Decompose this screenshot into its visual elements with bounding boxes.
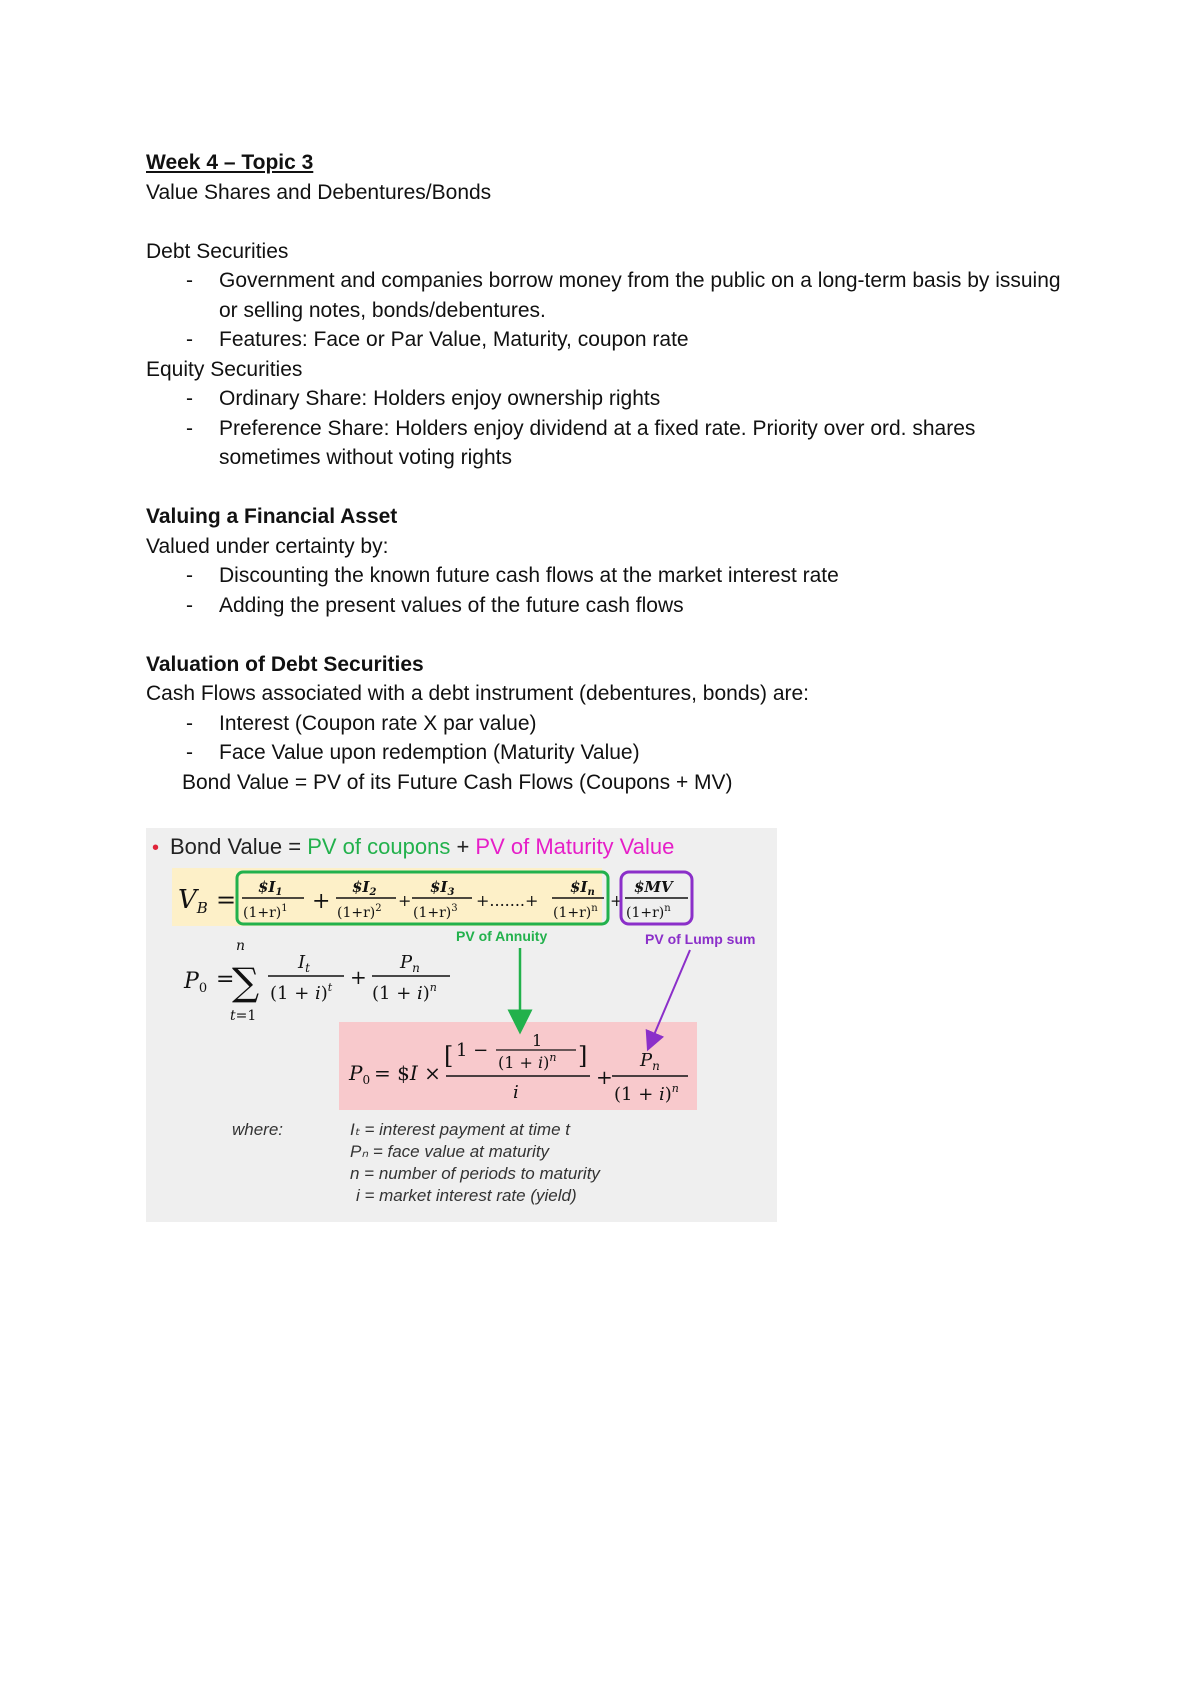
figure-headline: Bond Value = PV of coupons + PV of Maturity Value — [170, 834, 675, 859]
bullet-icon: • — [152, 837, 160, 859]
svg-text:[: [ — [444, 1042, 454, 1070]
page-title: Week 4 – Topic 3 — [146, 151, 314, 174]
svg-text:1 −: 1 − — [456, 1040, 489, 1061]
list-item: - Features: Face or Par Value, Maturity, coupon rate — [186, 328, 689, 351]
equity-securities-label: Equity Securities — [146, 357, 303, 381]
list-item: - Face Value upon redemption (Maturity Value) — [186, 741, 640, 764]
definition-item: n = number of periods to maturity — [350, 1164, 600, 1183]
svg-text:(1 + i)n: $(1 + i)^n$ — [498, 1051, 557, 1072]
svg-text:+: + — [398, 891, 412, 910]
svg-text:It: $I_t$ — [298, 952, 310, 975]
svg-text:$In: $\$I_n$ — [570, 878, 595, 898]
list-item: - Government and companies borrow money from the public on a long-term basis by issuing or selling notes, bonds/debentures. — [186, 269, 1061, 322]
p0-sum-formula — [183, 938, 450, 1024]
svg-text:i: i — [513, 1082, 519, 1103]
svg-text:$I3: $\$I_3$ — [430, 878, 455, 898]
valuation-intro: Cash Flows associated with a debt instrument (debentures, bonds) are: — [146, 682, 810, 705]
svg-text:=: = — [216, 886, 237, 914]
svg-text:VB: VB — [178, 885, 208, 917]
where-label: where: — [232, 1120, 284, 1139]
svg-text:P0: $P_0$ — [349, 1061, 371, 1087]
svg-text:$I1: $\$I_1$ — [258, 878, 283, 898]
svg-text:(1+r)1: $(1+r)^1$ — [243, 903, 288, 921]
svg-text:n: n — [236, 938, 246, 954]
svg-text:1: 1 — [532, 1031, 543, 1050]
document-body — [146, 148, 1066, 797]
debt-securities-label: Debt Securities — [146, 239, 289, 263]
definitions — [232, 1120, 601, 1205]
svg-text:+: + — [596, 1065, 613, 1089]
svg-text:$I2: $\$I_2$ — [352, 878, 377, 898]
svg-text:P0: P0 — [184, 969, 208, 996]
svg-text:∑: ∑ — [232, 960, 260, 1004]
pv-lumpsum-label: PV of Lump sum — [645, 931, 756, 947]
svg-text:(1 + i)n: $(1 + i)^n$ — [372, 981, 437, 1004]
svg-text:(1 + i)t: $(1 + i)^t$ — [270, 981, 333, 1004]
list-item: - Interest (Coupon rate X par value) — [186, 711, 537, 735]
valuing-intro: Valued under certainty by: — [146, 534, 389, 558]
svg-text:]: ] — [578, 1042, 588, 1070]
page-subtitle: Value Shares and Debentures/Bonds — [146, 180, 492, 204]
svg-text:$MV: $MV — [634, 878, 673, 896]
definition-item: Pₙ = face value at maturity — [350, 1142, 550, 1161]
svg-text:=: = — [216, 967, 235, 992]
svg-text:+: + — [610, 891, 624, 910]
definition-item: Iₜ = interest payment at time t — [350, 1120, 570, 1139]
list-item: - Adding the present values of the future cash flows — [186, 593, 684, 617]
svg-text:+.......+: +.......+ — [476, 891, 539, 910]
svg-text:(1+r)n: $(1+r)^n$ — [553, 903, 598, 921]
svg-text:Pn: $P_n$ — [400, 952, 420, 975]
bond-value-summary: Bond Value = PV of its Future Cash Flows (Coupons + MV) — [182, 770, 733, 794]
svg-text:(1+r)2: $(1+r)^2$ — [337, 903, 382, 921]
valuation-heading: Valuation of Debt Securities — [146, 652, 424, 676]
svg-text:+: + — [350, 965, 367, 989]
list-item: - Ordinary Share: Holders enjoy ownership rights — [186, 387, 661, 410]
formula-svg — [146, 828, 777, 1222]
pv-annuity-label: PV of Annuity — [456, 928, 548, 944]
valuing-heading: Valuing a Financial Asset — [146, 505, 398, 528]
bond-formula-figure — [146, 828, 777, 1222]
list-item: - Discounting the known future cash flows at the market interest rate — [186, 564, 839, 587]
svg-text:t=1: t=1 — [230, 1008, 257, 1024]
svg-text:(1 + i)n: $(1 + i)^n$ — [614, 1082, 679, 1105]
list-item: - Preference Share: Holders enjoy dividend at a fixed rate. Priority over ord. shares sometimes without voting rights — [186, 416, 976, 469]
svg-text:(1+r)n: $(1+r)^n$ — [626, 903, 671, 921]
definition-item: i = market interest rate (yield) — [356, 1186, 577, 1205]
svg-text:Pn: $P_n$ — [640, 1050, 660, 1073]
svg-text:= $I ×: = $I × — [374, 1061, 441, 1085]
svg-text:+: + — [312, 889, 331, 914]
svg-text:(1+r)3: $(1+r)^3$ — [413, 903, 458, 921]
